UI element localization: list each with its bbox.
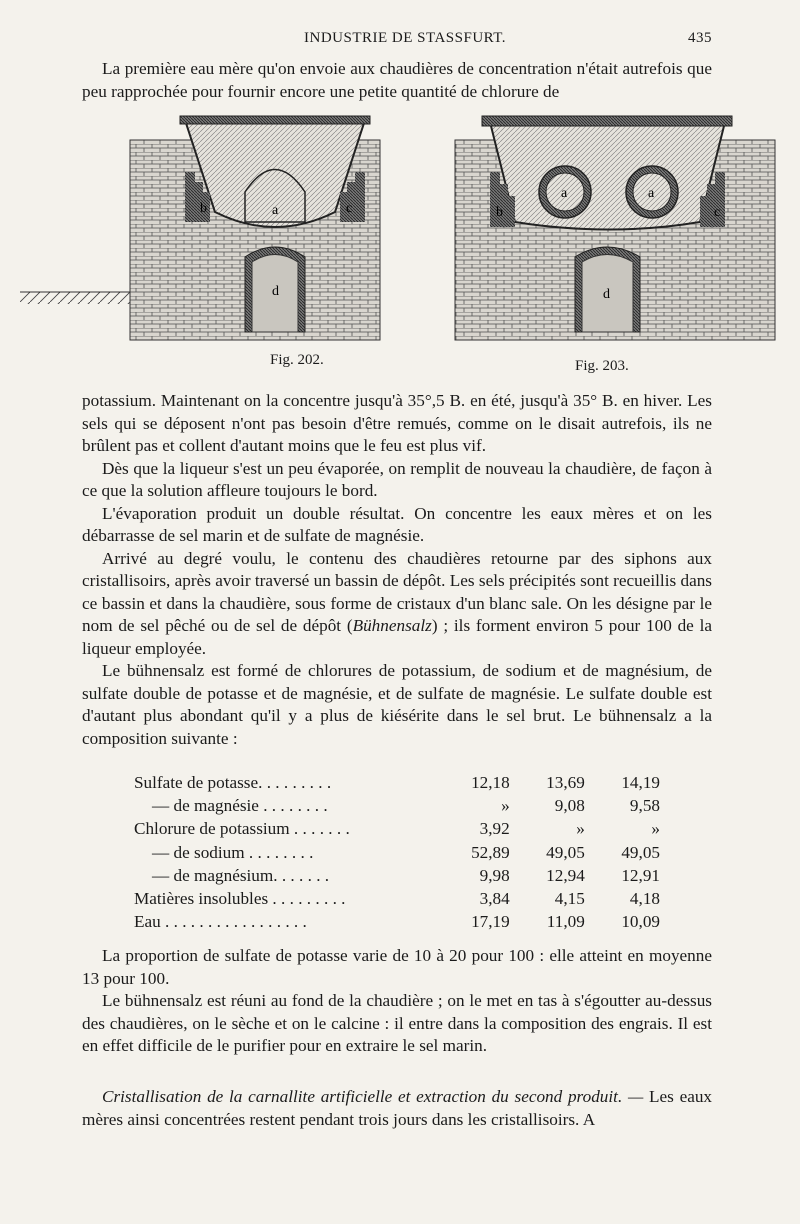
caption-fig-203: Fig. 203. — [575, 358, 629, 374]
figure-202 — [20, 116, 380, 340]
paragraph: Le bühnensalz est formé de chlorures de potassium, de sodium et de magnésium, de sulfate double de potasse et de magnésie, et de sulfate de magnésie. Le sulfate double est d'autant plus abondant qu'il y a plus de kiésérite dans le sel brut. Le bühnensalz a la composition suivante : — [82, 661, 712, 748]
section-text: Les eaux mères ainsi concentrées restent pendant trois jours dans les cristallisoirs. A — [82, 1087, 713, 1129]
paragraph: La proportion de sulfate de potasse varie de 10 à 20 pour 100 : elle atteint en moyenne 13 pour 100. — [82, 946, 712, 988]
paragraph: Dès que la liqueur s'est un peu évaporée, on remplit de nouveau la chaudière, de façon à ce que la solution affleure toujours le bord. — [82, 458, 712, 500]
paragraph-top — [82, 58, 712, 103]
cell-value: 9,58 — [629, 795, 660, 815]
section-heading: Cristallisation de la carnallite artificielle et extraction du second produit. — — [102, 1087, 644, 1106]
table-row — [134, 818, 664, 841]
table-row — [134, 841, 664, 864]
cell-value: » — [651, 819, 660, 839]
furnace-illustrations — [20, 112, 780, 382]
cell-value: 17,19 — [471, 912, 510, 932]
fig202-label-a: a — [272, 203, 279, 218]
paragraph: L'évaporation produit un double résultat. On concentre les eaux mères et on les débarrasse de sel marin et de sulfate de magnésie. — [82, 503, 712, 545]
caption-fig-202: Fig. 202. — [270, 352, 324, 368]
cell-value: 49,05 — [546, 842, 585, 862]
row-label: Eau . . . . . . . . . . . . . . . . . — [134, 912, 307, 932]
fig203-label-c: c — [714, 205, 721, 220]
table-row — [134, 864, 664, 887]
table-row — [134, 794, 664, 817]
paragraph: Le bühnensalz est réuni au fond de la chaudière ; on le met en tas à s'égoutter au-dessus des chaudières, on le sèche et on le calcine : il entre dans la composition des engrais. Il est en effet difficile de le purifier pour en extraire le sel marin. — [82, 991, 712, 1055]
row-label: — de magnésium. . . . . . . — [152, 865, 330, 885]
cell-value: 12,18 — [471, 772, 510, 792]
table-row — [134, 911, 664, 934]
row-label: — de magnésie . . . . . . . . — [152, 795, 328, 815]
figure-203 — [455, 116, 775, 340]
table-row — [134, 887, 664, 910]
running-title: INDUSTRIE DE STASSFURT. — [304, 30, 507, 46]
cell-value: 49,05 — [621, 842, 660, 862]
fig203-label-a1: a — [561, 186, 568, 201]
fig202-label-d: d — [272, 284, 279, 299]
paragraph — [82, 1086, 712, 1131]
cell-value: » — [501, 795, 510, 815]
cell-value: 9,08 — [554, 795, 585, 815]
body-text-2 — [82, 945, 712, 1058]
cell-value: 4,15 — [554, 889, 585, 909]
figures — [20, 112, 780, 382]
text-run: ) ; ils forment environ 5 pour 100 de la liqueur employée. — [82, 616, 712, 658]
cell-value: 10,09 — [621, 912, 660, 932]
cell-value: 3,92 — [479, 819, 510, 839]
cell-value: 14,19 — [621, 772, 660, 792]
cell-value: 9,98 — [479, 865, 510, 885]
cell-value: 13,69 — [546, 772, 585, 792]
table-row — [134, 771, 664, 794]
fig203-label-a2: a — [648, 186, 655, 201]
cell-value: 12,94 — [546, 865, 585, 885]
row-label: — de sodium . . . . . . . . — [152, 842, 314, 862]
cell-value: 52,89 — [471, 842, 510, 862]
italic-term: Bühnensalz — [352, 616, 432, 635]
cell-value: 3,84 — [479, 889, 510, 909]
row-label: Chlorure de potassium . . . . . . . — [134, 819, 350, 839]
fig202-label-b: b — [200, 201, 207, 216]
text-run: Arrivé au degré voulu, le contenu des chaudières retourne par des siphons aux cristallisoirs, après avoir traversé un bassin de dépôt. Les sels précipités sont recueillis dans ce bassin et dans la chaudière, sous forme de cristaux d'un blanc sale. On les désigne par le nom de sel pêché ou de sel de dépôt ( — [82, 548, 712, 635]
row-label: Sulfate de potasse. . . . . . . . . — [134, 772, 332, 792]
paragraph: potassium. Maintenant on la concentre jusqu'à 35°,5 B. en été, jusqu'à 35° B. en hiver. Les sels qui se déposent n'ont pas besoin d'être remués, comme on le disait autrefois, ils ne brûlent pas et collent d'autant moins que le feu est plus vif. — [82, 391, 712, 455]
section — [82, 1086, 712, 1131]
page-number: 435 — [688, 30, 712, 46]
paragraph: La première eau mère qu'on envoie aux chaudières de concentration n'était autrefois que peu rapprochée pour fournir encore une petite quantité de chlorure de — [82, 59, 712, 101]
fig202-label-c: c — [346, 201, 353, 216]
composition-table — [134, 771, 664, 934]
fig203-label-d: d — [603, 287, 610, 302]
cell-value: 12,91 — [621, 865, 660, 885]
fig203-label-b: b — [496, 205, 503, 220]
cell-value: 11,09 — [546, 912, 585, 932]
cell-value: » — [576, 819, 585, 839]
body-text — [82, 390, 712, 750]
cell-value: 4,18 — [629, 889, 660, 909]
paragraph — [82, 548, 712, 661]
row-label: Matières insolubles . . . . . . . . . — [134, 889, 346, 909]
